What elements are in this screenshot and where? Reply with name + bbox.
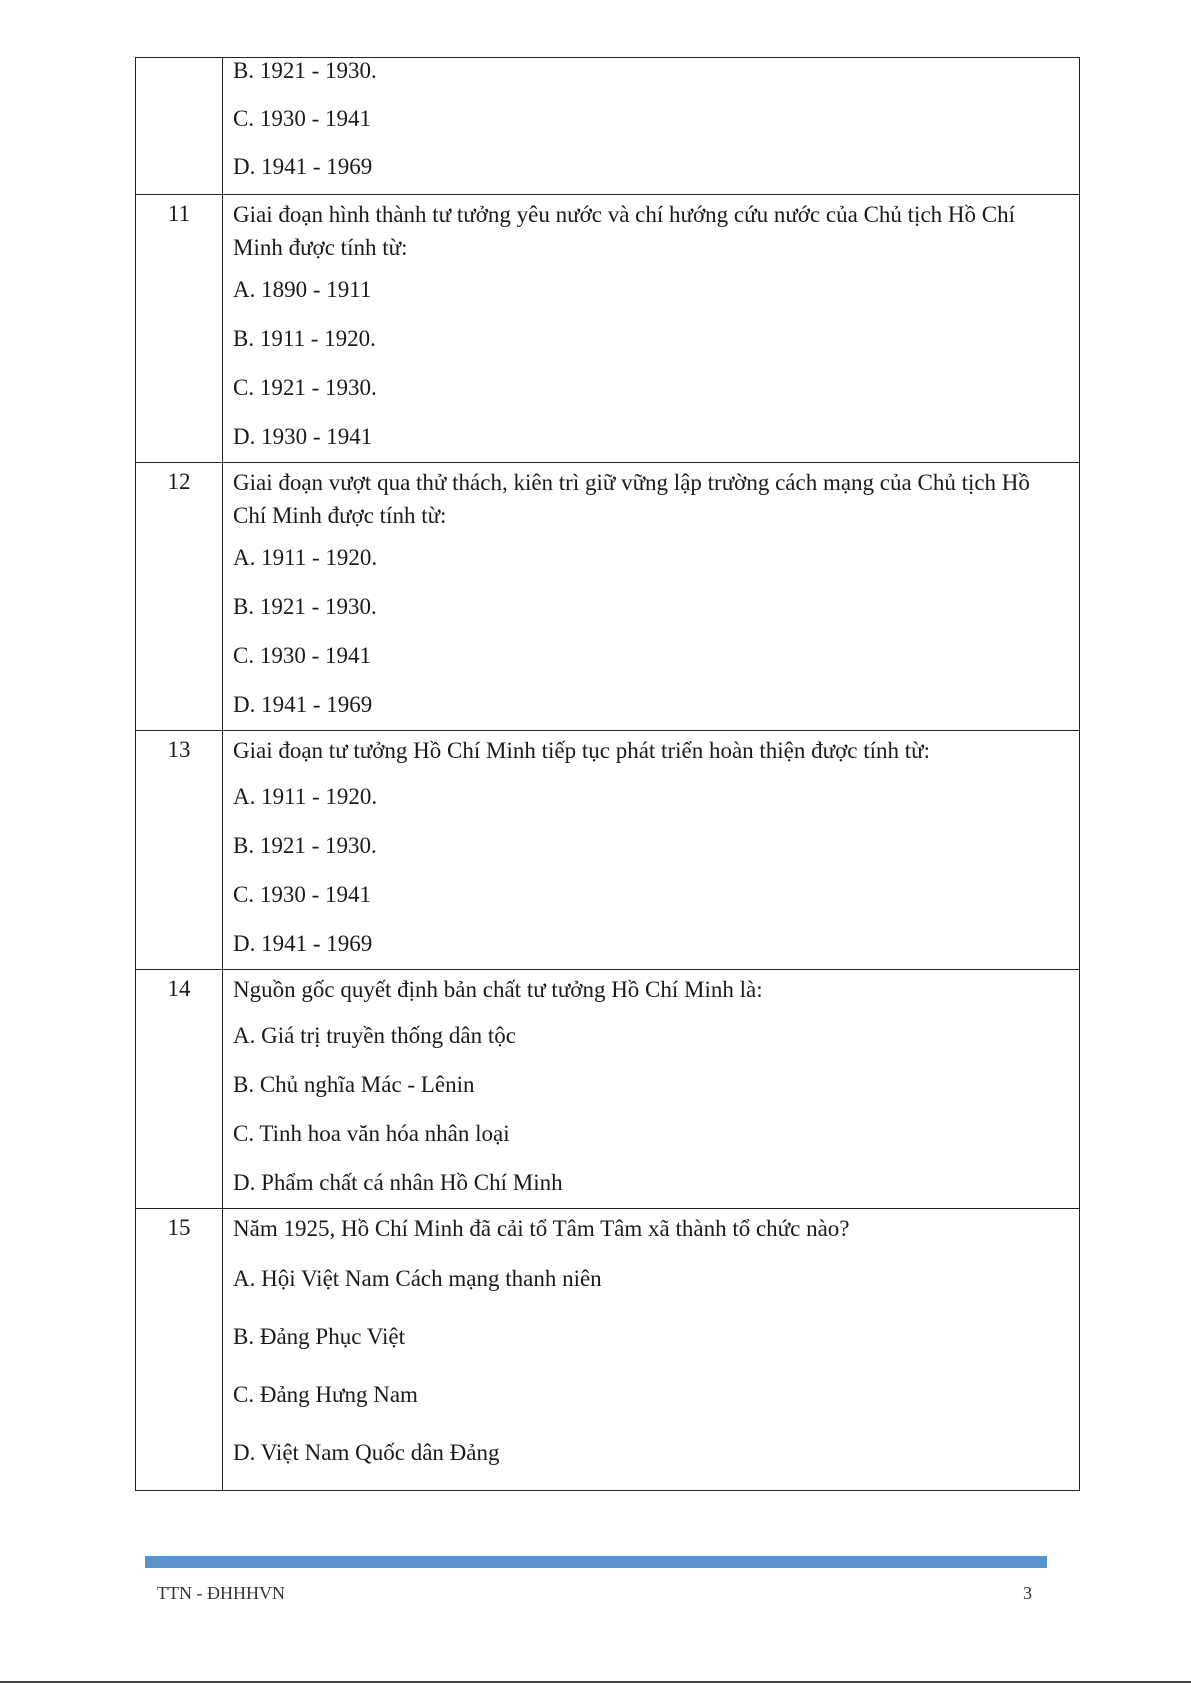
answer-option: C. 1930 - 1941	[233, 643, 371, 668]
answer-option: B. 1921 - 1930.	[233, 833, 377, 858]
question-table	[135, 57, 1080, 1491]
question-text: Nguồn gốc quyết định bản chất tư tưởng Hồ Chí Minh là:	[233, 977, 763, 1002]
answer-option: D. Việt Nam Quốc dân Đảng	[233, 1440, 500, 1465]
question-number-cell	[136, 58, 223, 195]
answer-option: A. Hội Việt Nam Cách mạng thanh niên	[233, 1266, 602, 1291]
answer-option: D. 1941 - 1969	[233, 692, 373, 717]
answer-option: D. 1930 - 1941	[233, 424, 373, 449]
question-content	[223, 970, 1080, 1209]
question-number: 11	[167, 201, 191, 226]
question-content	[223, 1209, 1080, 1491]
answer-option: D. 1941 - 1969	[233, 931, 373, 956]
question-content	[223, 463, 1080, 731]
question-content	[223, 195, 1080, 463]
answer-option: D. 1941 - 1969	[233, 154, 373, 179]
question-text: Năm 1925, Hồ Chí Minh đã cải tổ Tâm Tâm xã thành tổ chức nào?	[233, 1216, 850, 1241]
question-text: Giai đoạn hình thành tư tưởng yêu nước và chí hướng cứu nước của Chủ tịch Hồ Chí Minh được tính từ:	[233, 202, 1015, 260]
question-row-12	[136, 463, 1080, 731]
footer-divider-bar	[145, 1556, 1047, 1568]
question-number: 12	[167, 469, 191, 494]
question-number-cell	[136, 731, 223, 970]
answer-option: B. 1921 - 1930.	[233, 58, 377, 83]
question-number-cell	[136, 463, 223, 731]
question-number-cell	[136, 1209, 223, 1491]
question-number: 15	[167, 1215, 191, 1240]
page-number: 3	[1023, 1583, 1032, 1603]
question-row-15	[136, 1209, 1080, 1491]
page-bottom-edge	[0, 1681, 1191, 1683]
question-row-continuation	[136, 58, 1080, 195]
answer-option: A. 1911 - 1920.	[233, 784, 378, 809]
answer-option: B. 1921 - 1930.	[233, 594, 377, 619]
question-number: 14	[167, 976, 191, 1001]
question-text: Giai đoạn vượt qua thử thách, kiên trì giữ vững lập trường cách mạng của Chủ tịch Hồ Chí Minh được tính từ:	[233, 470, 1030, 528]
answer-option: A. 1890 - 1911	[233, 277, 372, 302]
answer-option: A. 1911 - 1920.	[233, 545, 378, 570]
answer-option: C. 1930 - 1941	[233, 882, 371, 907]
answer-option: B. Đảng Phục Việt	[233, 1324, 405, 1349]
question-text: Giai đoạn tư tưởng Hồ Chí Minh tiếp tục phát triển hoàn thiện được tính từ:	[233, 738, 931, 763]
answer-option: B. 1911 - 1920.	[233, 326, 376, 351]
question-content	[223, 731, 1080, 970]
question-row-11	[136, 195, 1080, 463]
question-content	[223, 58, 1080, 195]
answer-option: C. 1921 - 1930.	[233, 375, 377, 400]
question-row-14	[136, 970, 1080, 1209]
answer-option: C. 1930 - 1941	[233, 106, 371, 131]
question-number-cell	[136, 195, 223, 463]
answer-option: A. Giá trị truyền thống dân tộc	[233, 1023, 516, 1048]
answer-option: C. Đảng Hưng Nam	[233, 1382, 418, 1407]
question-number: 13	[167, 737, 191, 762]
answer-option: B. Chủ nghĩa Mác - Lênin	[233, 1072, 475, 1097]
answer-option: C. Tinh hoa văn hóa nhân loại	[233, 1121, 510, 1146]
question-number-cell	[136, 970, 223, 1209]
question-row-13	[136, 731, 1080, 970]
footer-institution: TTN - ĐHHHVN	[157, 1583, 285, 1603]
answer-option: D. Phẩm chất cá nhân Hồ Chí Minh	[233, 1170, 563, 1195]
